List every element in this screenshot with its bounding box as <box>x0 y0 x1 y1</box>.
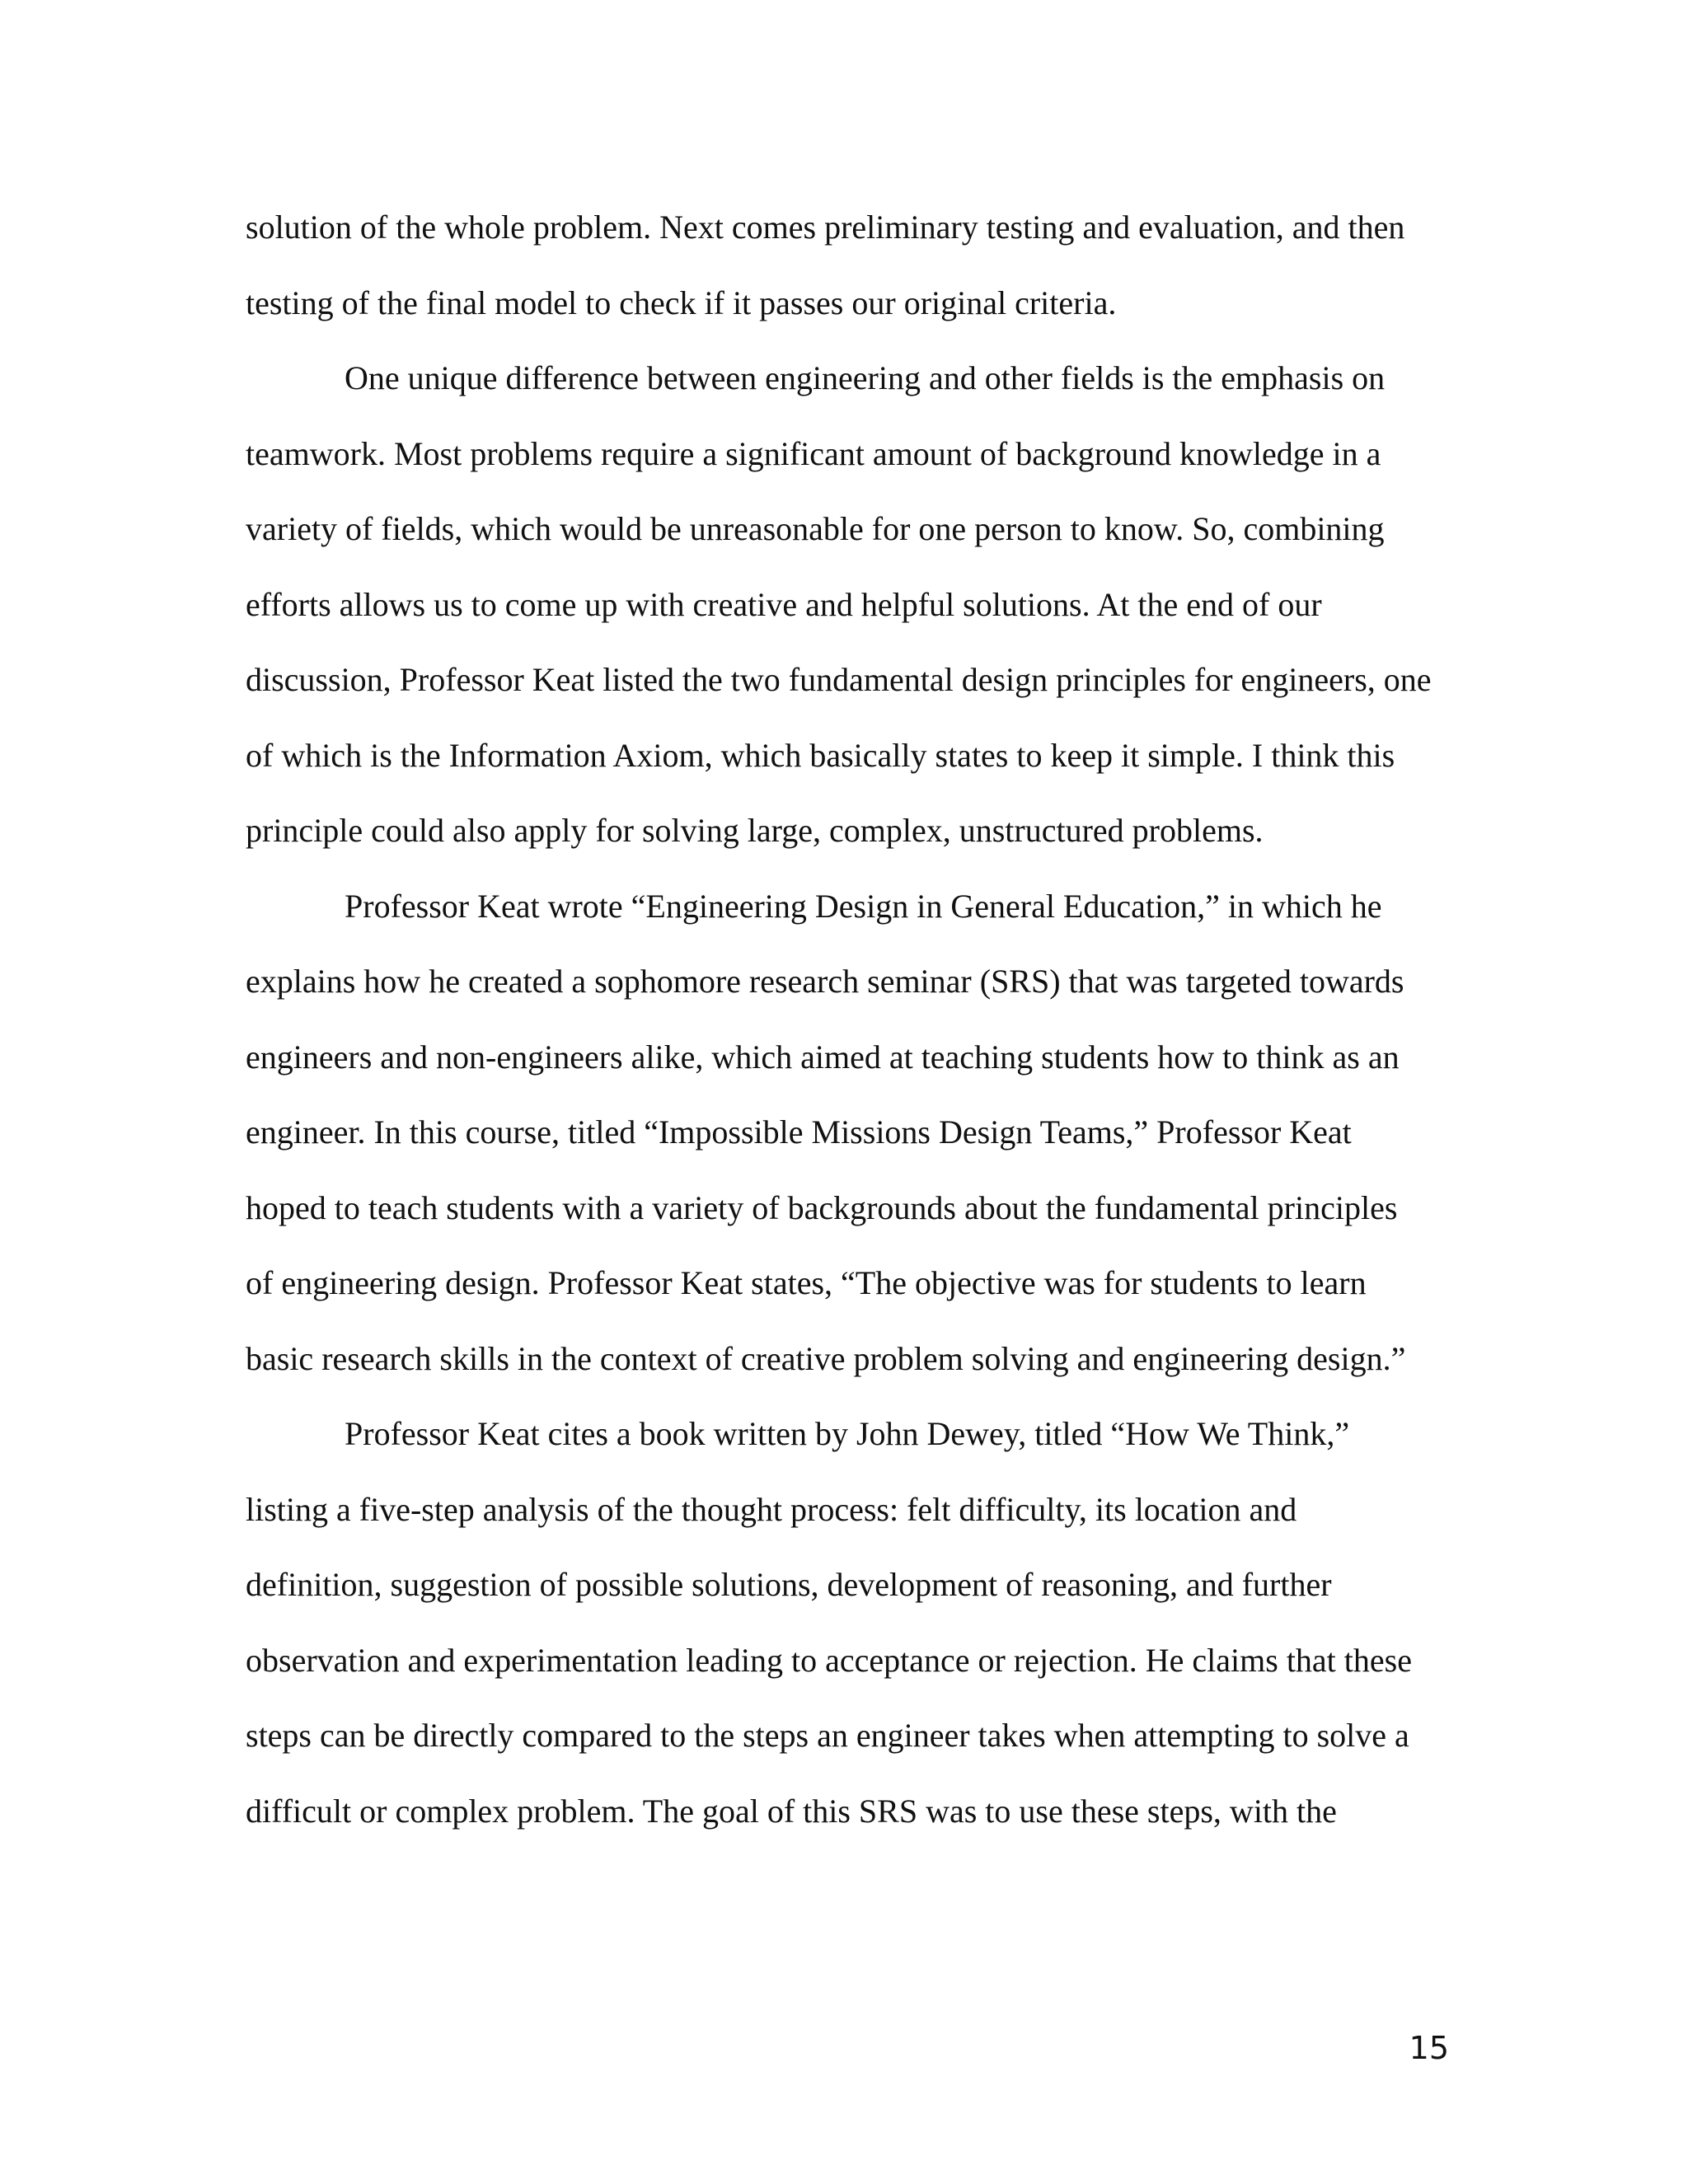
paragraph-start-line: Professor Keat wrote “Engineering Design in General Education,” in which he <box>345 887 1382 925</box>
text-line: principle could also apply for solving large, complex, unstructured problems. <box>246 812 1264 849</box>
text-line: basic research skills in the context of creative problem solving and engineering design.” <box>246 1339 1406 1377</box>
text-line: teamwork. Most problems require a significant amount of background knowledge in a <box>246 434 1381 472</box>
text-line: steps can be directly compared to the steps an engineer takes when attempting to solve a <box>246 1717 1409 1754</box>
text-line: of engineering design. Professor Keat states, “The objective was for students to learn <box>246 1264 1367 1301</box>
text-line: of which is the Information Axiom, which basically states to keep it simple. I think this <box>246 736 1395 774</box>
text-line: listing a five-step analysis of the thought process: felt difficulty, its location and <box>246 1490 1297 1528</box>
text-line: engineer. In this course, titled “Impossible Missions Design Teams,” Professor Keat <box>246 1113 1352 1151</box>
paragraph-start-line: One unique difference between engineering and other fields is the emphasis on <box>345 359 1386 396</box>
text-line: solution of the whole problem. Next comes preliminary testing and evaluation, and then <box>246 209 1405 246</box>
page-number: 15 <box>1409 2030 1449 2066</box>
text-line: discussion, Professor Keat listed the two fundamental design principles for engineers, one <box>246 661 1432 698</box>
text-line: variety of fields, which would be unreasonable for one person to know. So, combining <box>246 510 1385 547</box>
text-line: engineers and non-engineers alike, which aimed at teaching students how to think as an <box>246 1038 1400 1076</box>
text-line: observation and experimentation leading to acceptance or rejection. He claims that these <box>246 1641 1412 1679</box>
text-line: definition, suggestion of possible solutions, development of reasoning, and further <box>246 1566 1332 1603</box>
text-line: explains how he created a sophomore research seminar (SRS) that was targeted towards <box>246 963 1404 1000</box>
text-line: testing of the final model to check if it passes our original criteria. <box>246 284 1117 321</box>
paragraph-start-line: Professor Keat cites a book written by John Dewey, titled “How We Think,” <box>345 1415 1350 1452</box>
text-line: hoped to teach students with a variety of backgrounds about the fundamental principles <box>246 1188 1398 1226</box>
body-text <box>246 190 1449 1849</box>
text-line: difficult or complex problem. The goal of this SRS was to use these steps, with the <box>246 1792 1337 1830</box>
text-line: efforts allows us to come up with creative and helpful solutions. At the end of our <box>246 585 1322 623</box>
